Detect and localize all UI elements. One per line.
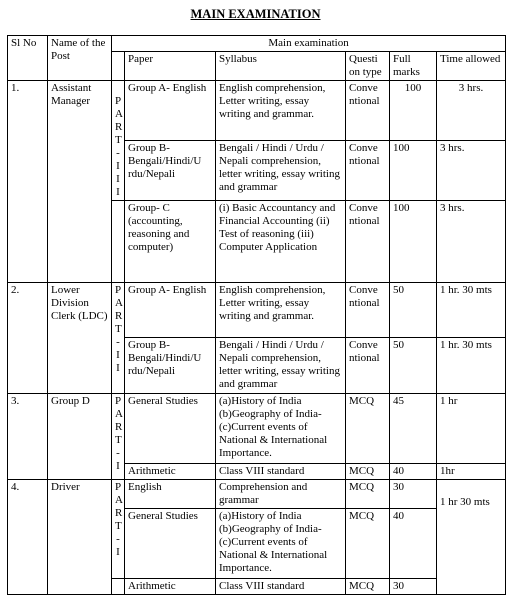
page-title xyxy=(0,7,511,22)
syllabus-cell: (a)History of India (b)Geography of India- (c)Current events of National & International Importance. xyxy=(216,394,346,464)
part-blank-cell xyxy=(112,579,125,595)
marks-cell: 100 xyxy=(390,201,437,283)
sl-cell: 4. xyxy=(8,480,48,595)
table-row xyxy=(8,81,506,141)
time-cell: 1hr xyxy=(437,464,506,480)
time-cell: 1 hr. 30 mts xyxy=(437,283,506,338)
marks-cell: 100 xyxy=(390,141,437,201)
post-name-cell: Group D xyxy=(48,394,112,480)
time-cell: 1 hr. 30 mts xyxy=(437,338,506,394)
marks-cell: 45 xyxy=(390,394,437,464)
sl-cell: 3. xyxy=(8,394,48,480)
question-type-cell: MCQ xyxy=(346,464,390,480)
time-cell: 1 hr xyxy=(437,394,506,464)
time-cell: 3 hrs. xyxy=(437,141,506,201)
paper-cell: Group- C (accounting, reasoning and computer) xyxy=(125,201,216,283)
paper-cell: Group B- Bengali/Hindi/U rdu/Nepali xyxy=(125,338,216,394)
table-row xyxy=(8,394,506,464)
table-row xyxy=(8,283,506,338)
part-label-cell: P A R T - I I xyxy=(112,283,125,394)
header-syllabus: Syllabus xyxy=(216,52,346,81)
question-type-cell: Conve ntional xyxy=(346,338,390,394)
marks-cell: 40 xyxy=(390,464,437,480)
marks-cell: 30 xyxy=(390,579,437,595)
post-name-cell: Driver xyxy=(48,480,112,595)
header-paper: Paper xyxy=(125,52,216,81)
paper-cell: Group A- English xyxy=(125,283,216,338)
question-type-cell: MCQ xyxy=(346,509,390,579)
header-row-1 xyxy=(8,36,506,52)
marks-cell: 50 xyxy=(390,283,437,338)
paper-cell: Arithmetic xyxy=(125,579,216,595)
marks-cell: 30 xyxy=(390,480,437,509)
paper-cell: Arithmetic xyxy=(125,464,216,480)
header-question-type: Questi on type xyxy=(346,52,390,81)
syllabus-cell: Class VIII standard xyxy=(216,464,346,480)
question-type-cell: Conve ntional xyxy=(346,201,390,283)
part-label-cell: P A R T - I xyxy=(112,480,125,579)
paper-cell: General Studies xyxy=(125,509,216,579)
syllabus-cell: Bengali / Hindi / Urdu / Nepali comprehension, letter writing, essay writing and grammar xyxy=(216,338,346,394)
syllabus-cell: (i) Basic Accountancy and Financial Accounting (ii) Test of reasoning (iii) Computer Application xyxy=(216,201,346,283)
sl-cell: 1. xyxy=(8,81,48,283)
question-type-cell: MCQ xyxy=(346,579,390,595)
question-type-cell: MCQ xyxy=(346,394,390,464)
marks-cell: 40 xyxy=(390,509,437,579)
header-time-allowed: Time allowed xyxy=(437,52,506,81)
header-full-marks: Full marks xyxy=(390,52,437,81)
syllabus-cell: English comprehension, Letter writing, essay writing and grammar. xyxy=(216,283,346,338)
marks-cell: 50 xyxy=(390,338,437,394)
header-sl-no: Sl No xyxy=(8,36,48,81)
header-name-of-post: Name of the Post xyxy=(48,36,112,81)
syllabus-cell: (a)History of India (b)Geography of India- (c)Current events of National & International Importance. xyxy=(216,509,346,579)
paper-cell: Group B- Bengali/Hindi/U rdu/Nepali xyxy=(125,141,216,201)
syllabus-cell: Bengali / Hindi / Urdu / Nepali comprehension, letter writing, essay writing and grammar xyxy=(216,141,346,201)
time-cell: 3 hrs. xyxy=(437,201,506,283)
post-name-cell: Lower Division Clerk (LDC) xyxy=(48,283,112,394)
paper-cell: Group A- English xyxy=(125,81,216,141)
marks-cell: 100 xyxy=(390,81,437,141)
paper-cell: English xyxy=(125,480,216,509)
post-name-cell: Assistant Manager xyxy=(48,81,112,283)
part-blank-cell xyxy=(112,201,125,283)
header-main-examination: Main examination xyxy=(112,36,506,52)
question-type-cell: Conve ntional xyxy=(346,81,390,141)
question-type-cell: MCQ xyxy=(346,480,390,509)
title-text: MAIN EXAMINATION xyxy=(190,7,321,21)
main-examination-table xyxy=(7,35,506,595)
header-part-blank xyxy=(112,52,125,81)
paper-cell: General Studies xyxy=(125,394,216,464)
part-label-cell: P A R T - I I I xyxy=(112,81,125,201)
question-type-cell: Conve ntional xyxy=(346,141,390,201)
table-row xyxy=(8,480,506,509)
time-cell: 1 hr 30 mts xyxy=(437,480,506,595)
question-type-cell: Conve ntional xyxy=(346,283,390,338)
part-label-cell: P A R T - I xyxy=(112,394,125,480)
syllabus-cell: Class VIII standard xyxy=(216,579,346,595)
time-cell: 3 hrs. xyxy=(437,81,506,141)
syllabus-cell: English comprehension, Letter writing, essay writing and grammar. xyxy=(216,81,346,141)
syllabus-cell: Comprehension and grammar xyxy=(216,480,346,509)
sl-cell: 2. xyxy=(8,283,48,394)
